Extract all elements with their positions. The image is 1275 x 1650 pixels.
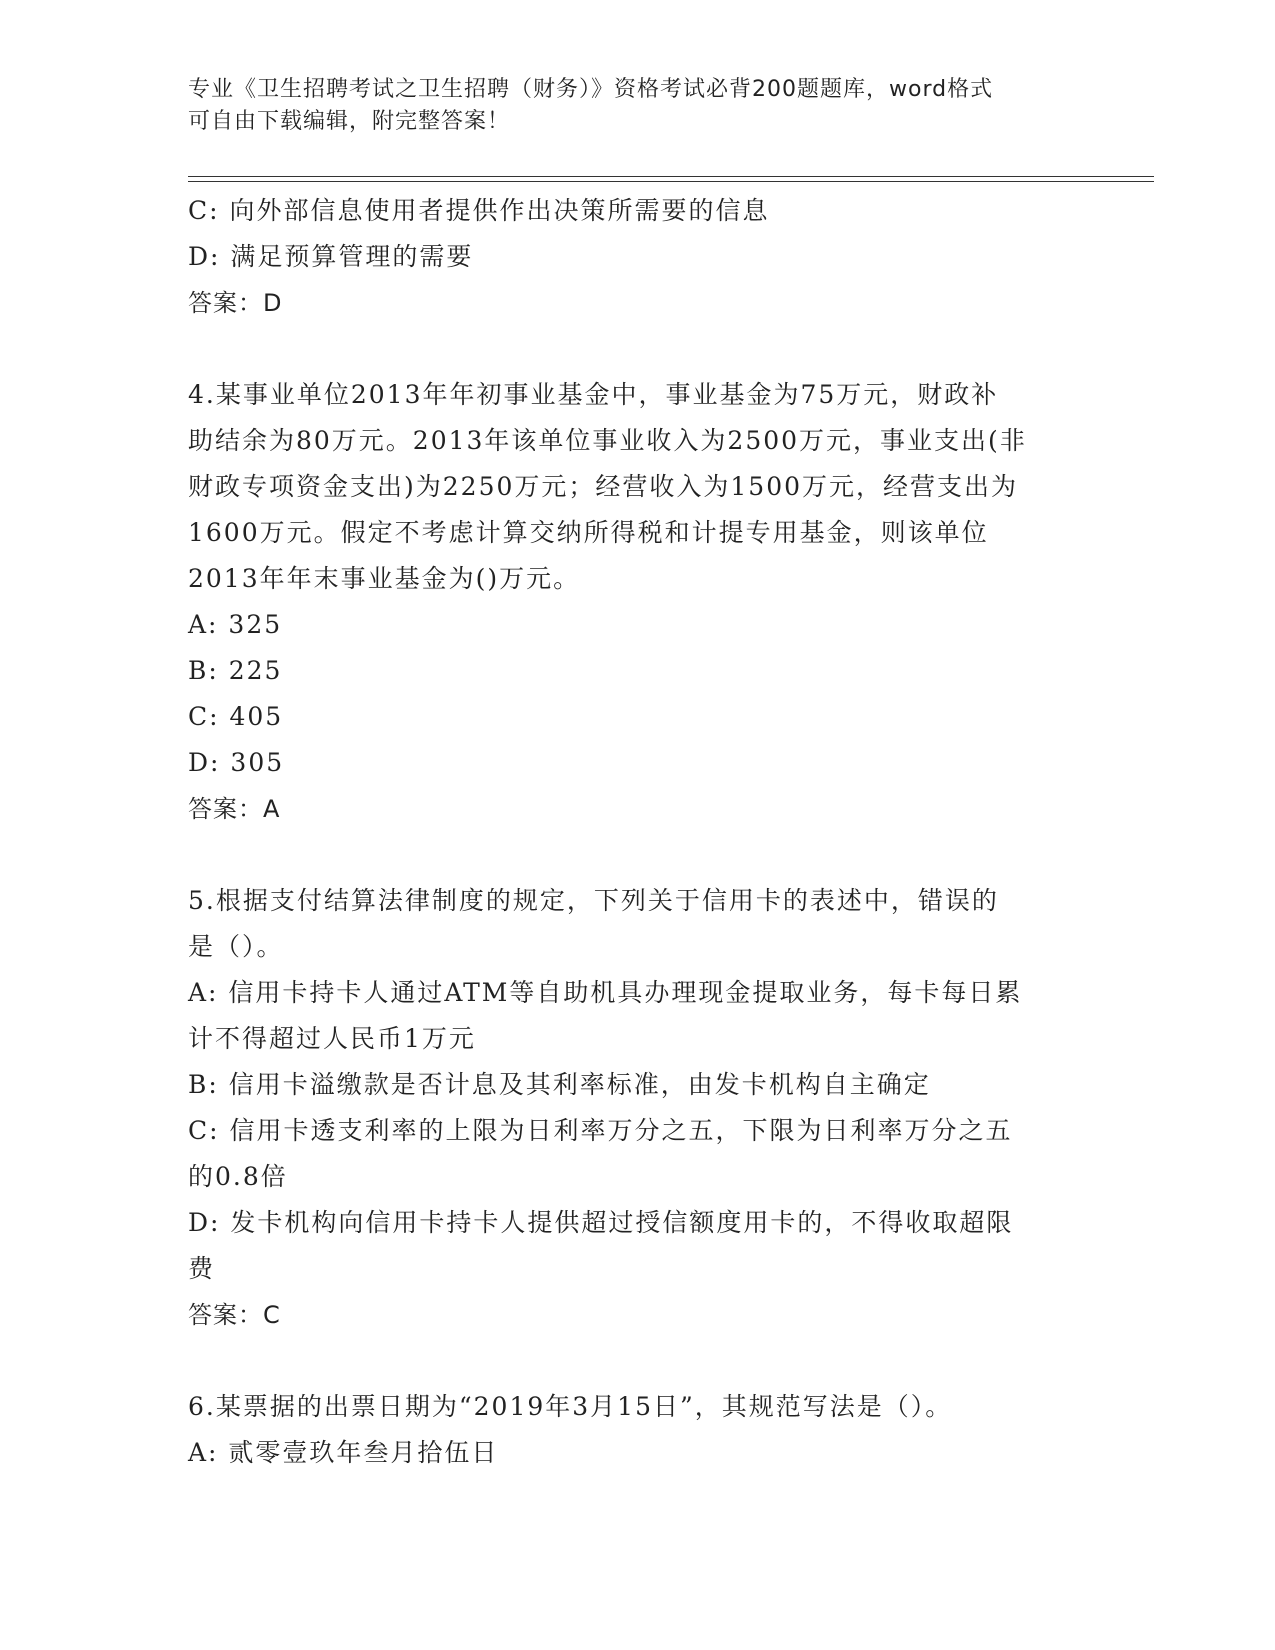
- q6-option-a: A: 贰零壹玖年叁月拾伍日: [188, 1438, 499, 1467]
- q5-option-d-line: 费: [188, 1254, 216, 1283]
- q5-answer: 答案：C: [188, 1301, 281, 1329]
- document-header: [188, 74, 1088, 138]
- spacer: [188, 326, 1088, 372]
- q5-option-c-line: 的0.8倍: [188, 1162, 288, 1191]
- q6-stem: 6.某票据的出票日期为“2019年3月15日”，其规范写法是（）。: [188, 1392, 953, 1421]
- spacer: [188, 832, 1088, 878]
- q4-option-b: B: 225: [188, 656, 283, 685]
- q4-stem-line: 1600万元。假定不考虑计算交纳所得税和计提专用基金，则该单位: [188, 518, 989, 547]
- header-divider-bottom: [188, 181, 1154, 182]
- q4-option-c: C: 405: [188, 702, 284, 731]
- q4-stem-line: 4.某事业单位2013年年初事业基金中，事业基金为75万元，财政补: [188, 380, 999, 409]
- q4-option-a: A: 325: [188, 610, 283, 639]
- q4-stem-line: 财政专项资金支出)为2250万元；经营收入为1500万元，经营支出为: [188, 472, 1019, 501]
- question-6: [188, 1384, 1088, 1476]
- spacer: [188, 1338, 1088, 1384]
- q3-option-d: D: 满足预算管理的需要: [188, 242, 474, 271]
- q4-stem-line: 2013年年末事业基金为()万元。: [188, 564, 581, 593]
- q5-option-a-line: A: 信用卡持卡人通过ATM等自助机具办理现金提取业务，每卡每日累: [188, 978, 1023, 1007]
- question-3: [188, 188, 1088, 326]
- q5-option-a-line: 计不得超过人民币1万元: [188, 1024, 476, 1053]
- header-divider-top: [188, 176, 1154, 177]
- q3-option-c: C: 向外部信息使用者提供作出决策所需要的信息: [188, 196, 770, 225]
- header-title-line-1: 专业《卫生招聘考试之卫生招聘（财务）》资格考试必背200题题库，word格式: [188, 77, 994, 102]
- q3-answer: 答案：D: [188, 289, 283, 317]
- q4-stem-line: 助结余为80万元。2013年该单位事业收入为2500万元，事业支出(非: [188, 426, 1027, 455]
- q5-option-d-line: D: 发卡机构向信用卡持卡人提供超过授信额度用卡的，不得收取超限: [188, 1208, 1014, 1237]
- q4-option-d: D: 305: [188, 748, 285, 777]
- q5-stem-line: 是（）。: [188, 932, 284, 961]
- header-title-line-2: 可自由下载编辑，附完整答案！: [188, 109, 511, 134]
- question-list: [188, 188, 1088, 1476]
- q5-stem-line: 5.根据支付结算法律制度的规定，下列关于信用卡的表述中，错误的: [188, 886, 999, 915]
- q5-option-c-line: C: 信用卡透支利率的上限为日利率万分之五，下限为日利率万分之五: [188, 1116, 1013, 1145]
- question-5: [188, 878, 1088, 1338]
- question-4: [188, 372, 1088, 832]
- q5-option-b: B: 信用卡溢缴款是否计息及其利率标准，由发卡机构自主确定: [188, 1070, 931, 1099]
- q4-answer: 答案：A: [188, 795, 281, 823]
